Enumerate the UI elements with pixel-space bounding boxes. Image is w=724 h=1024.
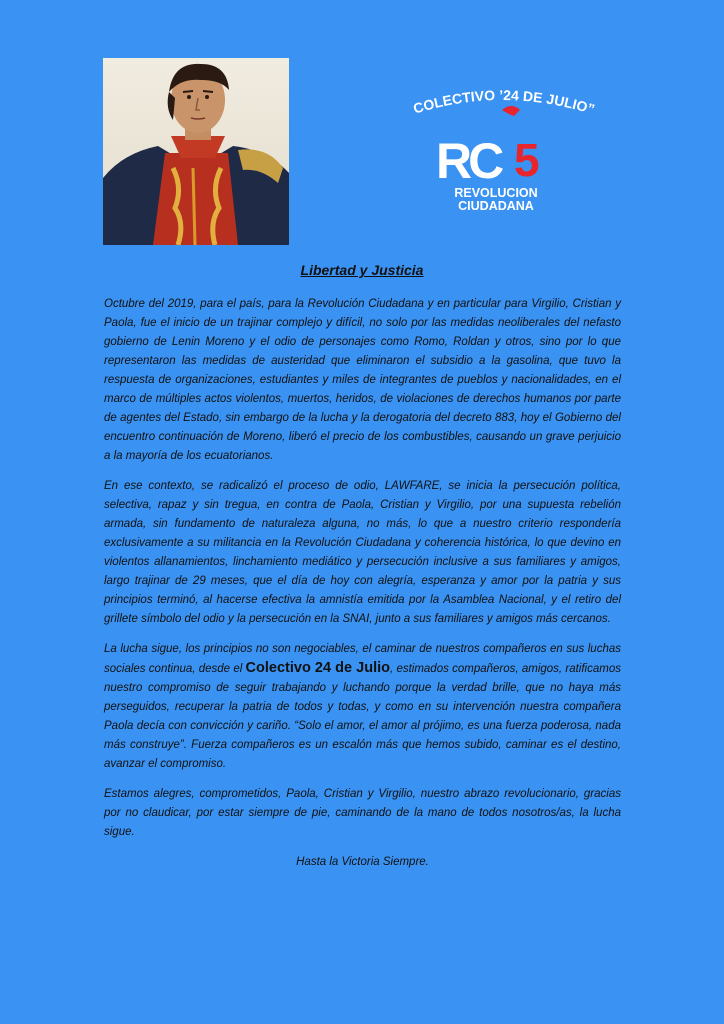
logo-line-2: CIUDADANA: [458, 199, 534, 213]
logo-arc-text: COLECTIVO ’24 DE JULIO”: [411, 86, 597, 118]
logo-mark-number: 5: [514, 134, 540, 186]
portrait-image: [103, 58, 289, 245]
paragraph-3-end: , estimados compañeros, amigos, ratificamos nuestro compromiso de seguir trabajando y luchando porque la verdad brille, que no haya más perseguidos, recuperar la patria de todos y todas, y como en su intervención nuestra compañera Paola decía con convicción y cariño. “Solo el amor, el amor al prójimo, es una fuerza poderosa, nada más construye”. Fuerza compañeros es un escalón más que hemos subido, caminar es el destino, avanzar el compromiso.: [104, 663, 621, 770]
logo-mark-letters: RC: [436, 133, 501, 189]
colectivo-highlight: Colectivo 24 de Julio: [245, 660, 390, 676]
paragraph-2: En ese contexto, se radicalizó el proceso de odio, LAWFARE, se inicia la persecución política, selectiva, rapaz y sin tregua, en contra de Paola, Cristian y Virgilio, por una supuesta rebelión armada, sin fundamento de naturaleza alguna, no más, lo que a nuestro criterio respondería exclusivamente a su militancia en la Revolución Ciudadana y coherencia histórica, lo que devino en violentos allanamientos, linchamiento mediático y persecución inclusive a sus familiares y amigos, largo trajinar de 29 meses, que el día de hoy con alegría, esperanza y amor por la patria y sus principios terminó, al hacerse efectiva la amnistía emitida por la Asamblea Nacional, y el retiro del grillete símbolo del odio y la persecución en la SNAI, junto a sus familiares y amigos más cercanos.: [104, 480, 621, 625]
paragraph-1: Octubre del 2019, para el país, para la Revolución Ciudadana y en particular para Virgilio, Cristian y Paola, fue el inicio de un trajinar complejo y difícil, no solo por las medidas neoliberales del nefasto gobierno de Lenin Moreno y el odio de personajes como Romo, Roldan y otros, sino por lo que representaron las medidas de austeridad que eliminaron el subsidio a la gasolina, que tuvo la respuesta de organizaciones, estudiantes y miles de integrantes de pueblos y nacionalidades, en el marco de múltiples actos violentos, muertos, heridos, de violaciones de derechos humanos por parte de agentes del Estado, sin embargo de la lucha y la derogatoria del decreto 883, hoy el Gobierno del encuentro continuación de Moreno, liberó el precio de los combustibles, causando un grave perjuicio a la mayoría de los ecuatorianos.: [104, 298, 621, 462]
closing-line: Hasta la Victoria Siempre.: [296, 856, 429, 868]
paragraph-3-start: La lucha sigue, los principios no son negociables, el caminar de nuestros compañeros en sus luchas sociales continua, desde el: [104, 643, 621, 675]
document-body: [104, 295, 621, 883]
colectivo-logo: [380, 80, 630, 220]
logo-line-1: REVOLUCION: [454, 186, 538, 200]
document-title: Libertad y Justicia: [300, 262, 424, 278]
paragraph-4: Estamos alegres, comprometidos, Paola, Cristian y Virgilio, nuestro abrazo revolucionario, gracias por no claudicar, por estar siempre de pie, caminando de la mano de todos nosotros/as, la lucha sigue.: [104, 788, 621, 838]
paragraph-3: [104, 640, 621, 774]
